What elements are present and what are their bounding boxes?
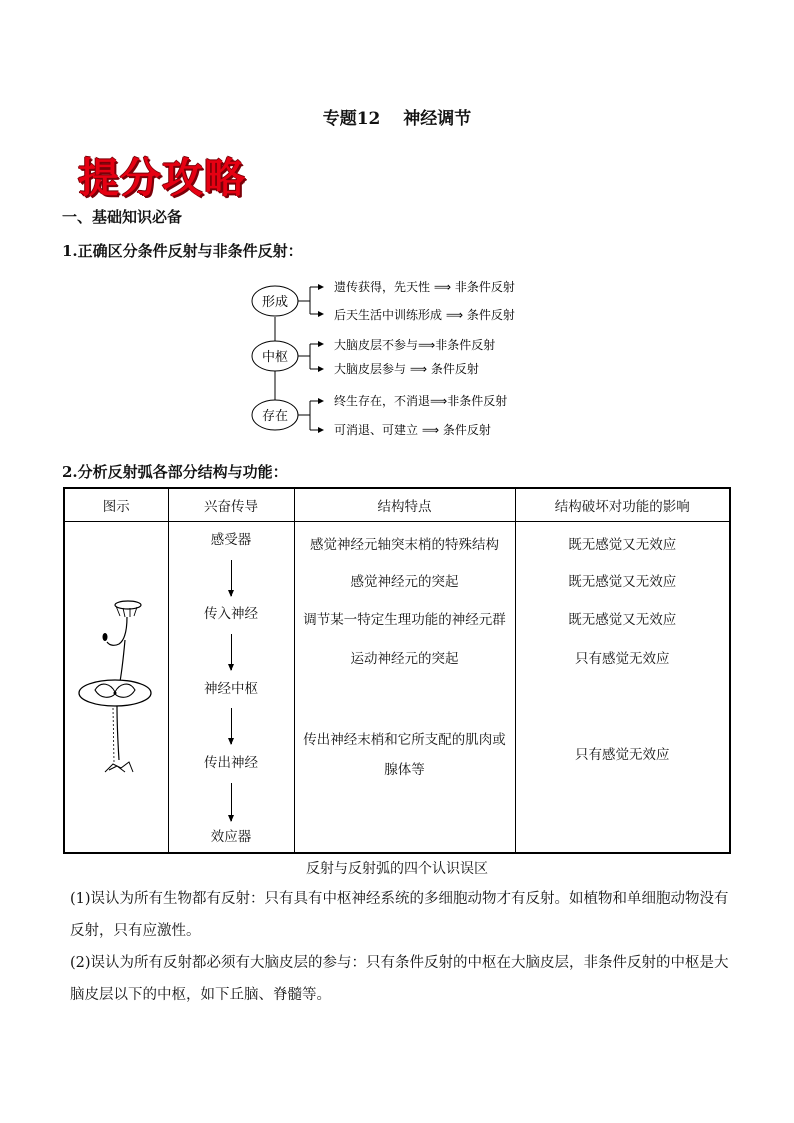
effect-text: 只有感觉无效应 bbox=[575, 651, 670, 667]
table-header: 图示 bbox=[64, 488, 168, 522]
effect-text: 既无感觉又无效应 bbox=[568, 574, 677, 590]
table-header: 兴奋传导 bbox=[168, 488, 294, 522]
effect-column bbox=[515, 522, 730, 854]
down-arrow-icon bbox=[231, 634, 232, 670]
conduction-step: 神经中枢 bbox=[204, 681, 258, 697]
table-header: 结构特点 bbox=[294, 488, 515, 522]
diagram-node-label: 存在 bbox=[261, 409, 289, 424]
diagram-branch-text: 大脑皮层参与 ⟹ 条件反射 bbox=[334, 362, 479, 376]
diagram-arrowheads bbox=[318, 284, 324, 433]
table-header: 结构破坏对功能的影响 bbox=[515, 488, 730, 522]
conduction-column bbox=[168, 522, 294, 854]
diagram-branch-text: 大脑皮层不参与⟹非条件反射 bbox=[334, 338, 496, 352]
feature-text: 腺体等 bbox=[384, 762, 425, 778]
effect-text: 既无感觉又无效应 bbox=[568, 537, 677, 553]
misconception-paragraph-2: (2)误认为所有反射都必须有大脑皮层的参与：只有条件反射的中枢在大脑皮层，非条件反射的中枢是大脑皮层以下的中枢，如下丘脑、脊髓等。 bbox=[70, 955, 729, 1003]
conduction-step: 传入神经 bbox=[204, 606, 258, 622]
diagram-node-label: 形成 bbox=[261, 295, 289, 310]
conduction-step: 感受器 bbox=[210, 532, 252, 548]
diagram-branch-text: 终生存在，不消退⟹非条件反射 bbox=[334, 394, 508, 408]
reflex-comparison-diagram bbox=[240, 270, 560, 445]
table-row bbox=[64, 522, 730, 854]
diagram-node-formation bbox=[252, 286, 298, 316]
effect-text: 既无感觉又无效应 bbox=[568, 612, 677, 628]
down-arrow-icon bbox=[231, 708, 232, 744]
reflex-arc-illustration bbox=[64, 522, 168, 854]
effect-text: 只有感觉无效应 bbox=[575, 747, 670, 763]
feature-text: 感觉神经元的突起 bbox=[350, 574, 459, 590]
diagram-branch-text: 遗传获得，先天性 ⟹ 非条件反射 bbox=[334, 280, 515, 294]
diagram-branch-text: 后天生活中训练形成 ⟹ 条件反射 bbox=[334, 308, 515, 322]
banner-heading: 提分攻略 bbox=[78, 154, 246, 202]
feature-text: 感觉神经元轴突末梢的特殊结构 bbox=[310, 537, 499, 553]
subheading-reflex-arc: 2.分析反射弧各部分结构与功能： bbox=[62, 463, 288, 481]
conduction-step: 传出神经 bbox=[204, 755, 258, 771]
feature-text: 传出神经末梢和它所支配的肌肉或 bbox=[303, 732, 506, 748]
feature-column bbox=[294, 522, 515, 854]
feature-text: 运动神经元的突起 bbox=[350, 651, 459, 667]
table-header-row bbox=[64, 488, 730, 522]
section-heading: 一、基础知识必备 bbox=[62, 208, 183, 226]
diagram-node-label: 中枢 bbox=[261, 350, 289, 365]
conduction-step: 效应器 bbox=[210, 829, 252, 845]
reflex-arc-figure bbox=[65, 522, 169, 852]
table-caption: 反射与反射弧的四个认识误区 bbox=[306, 861, 488, 877]
down-arrow-icon bbox=[231, 783, 232, 821]
diagram-node-existence bbox=[252, 400, 298, 430]
diagram-branch-text: 可消退、可建立 ⟹ 条件反射 bbox=[334, 423, 491, 437]
down-arrow-icon bbox=[231, 560, 232, 596]
page-title: 专题12 神经调节 bbox=[322, 109, 472, 129]
diagram-brackets bbox=[298, 287, 318, 430]
misconception-paragraph-1: (1)误认为所有生物都有反射：只有具有中枢神经系统的多细胞动物才有反射。如植物和单细胞动物没有反射，只有应激性。 bbox=[70, 891, 729, 939]
feature-text: 调节某一特定生理功能的神经元群 bbox=[303, 612, 506, 628]
subheading-reflex-types: 1.正确区分条件反射与非条件反射： bbox=[62, 242, 303, 260]
reflex-arc-table bbox=[63, 487, 731, 854]
diagram-node-center bbox=[252, 341, 298, 371]
